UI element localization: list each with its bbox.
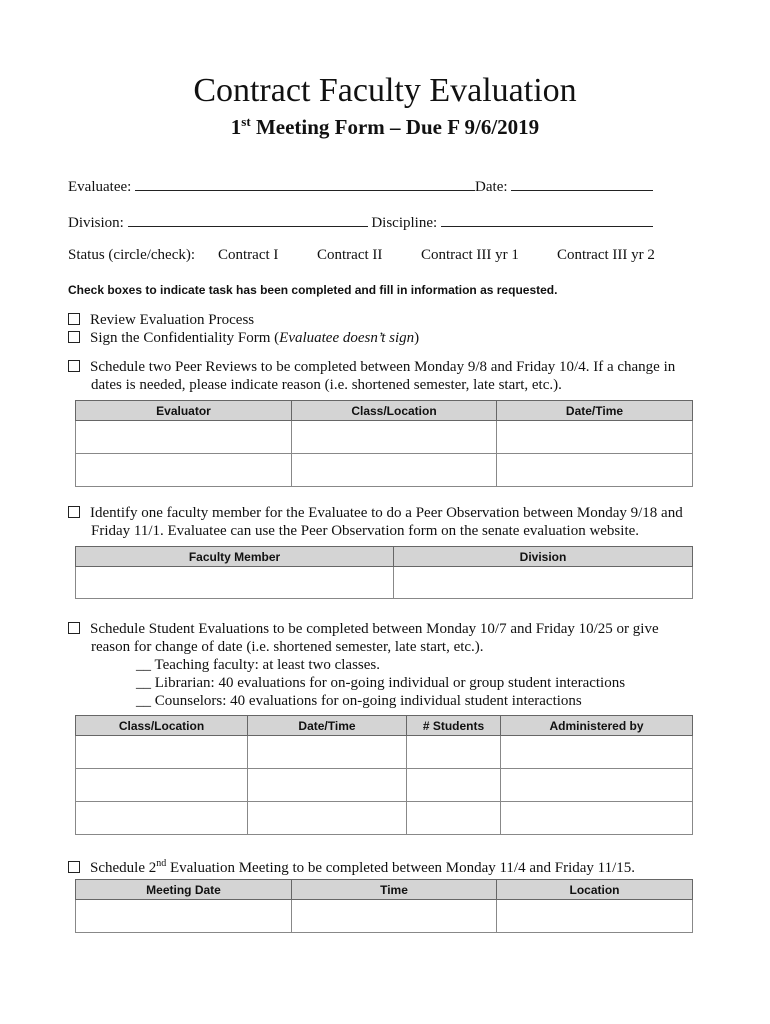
col-evaluator: Evaluator (76, 401, 292, 421)
peer-reviews-table (75, 400, 693, 487)
peer-reviews-line1: Schedule two Peer Reviews to be completed between Monday 9/8 and Friday 10/4. If a change in (90, 359, 676, 375)
table-row (76, 769, 693, 802)
status-option-contract-iii-yr2[interactable]: Contract III yr 2 (557, 247, 655, 263)
table-cell[interactable] (248, 736, 407, 769)
task-peer-reviews (68, 358, 675, 394)
table-row (76, 421, 693, 454)
evaluatee-row (68, 176, 653, 196)
peer-reviews-line2: dates is needed, please indicate reason (i.e. shortened semester, late start, etc.). (91, 377, 562, 393)
status-option-contract-ii[interactable]: Contract II (317, 247, 383, 263)
table-row (76, 567, 693, 599)
table-cell[interactable] (497, 900, 693, 933)
table-cell[interactable] (76, 421, 292, 454)
table-cell[interactable] (76, 736, 248, 769)
col-meeting-date: Meeting Date (76, 880, 292, 900)
table-cell[interactable] (501, 802, 693, 835)
table-row (76, 900, 693, 933)
task-peer-observation (68, 504, 683, 540)
col-division: Division (394, 547, 693, 567)
status-option-contract-iii-yr1[interactable]: Contract III yr 1 (421, 247, 519, 263)
status-label: Status (circle/check): (68, 247, 196, 263)
division-field[interactable] (128, 212, 368, 227)
second-meeting-table (75, 879, 693, 933)
second-meeting-prefix: Schedule 2 (90, 860, 157, 876)
status-option-contract-i[interactable]: Contract I (218, 247, 279, 263)
confidentiality-suffix: ) (414, 330, 420, 346)
col-class-location: Class/Location (76, 716, 248, 736)
checkbox-confidentiality[interactable] (68, 331, 80, 343)
instructions-text: Check boxes to indicate task has been completed and fill in information as requested. (68, 283, 558, 297)
student-evals-librarian: __ Librarian: 40 evaluations for on-going individual or group student interactions (136, 675, 626, 691)
date-field[interactable] (511, 176, 653, 191)
table-cell[interactable] (497, 421, 693, 454)
table-row (76, 736, 693, 769)
confidentiality-prefix: Sign the Confidentiality Form ( (90, 330, 280, 346)
table-cell[interactable] (248, 769, 407, 802)
table-cell[interactable] (501, 769, 693, 802)
table-cell[interactable] (501, 736, 693, 769)
table-cell[interactable] (76, 567, 394, 599)
peer-observation-line1: Identify one faculty member for the Evaluatee to do a Peer Observation between Monday 9/18 and (90, 505, 683, 521)
col-location: Location (497, 880, 693, 900)
student-evals-line2: reason for change of date (i.e. shortened semester, late start, etc.). (91, 639, 484, 655)
checkbox-student-evaluations[interactable] (68, 622, 80, 634)
subtitle-prefix: 1 (230, 115, 242, 139)
second-meeting-rest: Evaluation Meeting to be completed between Monday 11/4 and Friday 11/15. (166, 860, 636, 876)
subtitle-rest: Meeting Form – Due F 9/6/2019 (250, 115, 540, 139)
table-cell[interactable] (248, 802, 407, 835)
table-cell[interactable] (394, 567, 693, 599)
table-cell[interactable] (292, 421, 497, 454)
subtitle-sup: st (241, 114, 251, 129)
table-cell[interactable] (76, 454, 292, 487)
peer-observation-line2: Friday 11/1. Evaluatee can use the Peer Observation form on the senate evaluation website. (91, 523, 640, 539)
checkbox-peer-reviews[interactable] (68, 360, 80, 372)
date-label: Date: (475, 179, 508, 195)
evaluatee-field[interactable] (135, 176, 475, 191)
division-row (68, 212, 653, 232)
second-meeting-sup: nd (156, 858, 167, 869)
col-class-location: Class/Location (292, 401, 497, 421)
student-evals-teaching: __ Teaching faculty: at least two classes. (136, 657, 381, 673)
table-cell[interactable] (76, 802, 248, 835)
task-confidentiality (68, 329, 419, 347)
student-evaluations-table (75, 715, 693, 835)
table-cell[interactable] (407, 769, 501, 802)
discipline-label: Discipline: (371, 215, 438, 231)
confidentiality-italic: Evaluatee doesn’t sign (279, 330, 415, 346)
task-review-process (68, 311, 254, 329)
task-student-evaluations (68, 620, 659, 710)
table-cell[interactable] (407, 802, 501, 835)
table-cell[interactable] (292, 900, 497, 933)
col-num-students: # Students (407, 716, 501, 736)
col-date-time: Date/Time (497, 401, 693, 421)
checkbox-review-process[interactable] (68, 313, 80, 325)
checkbox-second-meeting[interactable] (68, 861, 80, 873)
student-evals-line1: Schedule Student Evaluations to be completed between Monday 10/7 and Friday 10/25 or give (90, 621, 659, 637)
division-label: Division: (68, 215, 124, 231)
table-cell[interactable] (497, 454, 693, 487)
page-title: Contract Faculty Evaluation (193, 72, 577, 109)
peer-observation-table (75, 546, 693, 599)
col-faculty-member: Faculty Member (76, 547, 394, 567)
table-cell[interactable] (407, 736, 501, 769)
student-evals-counselors: __ Counselors: 40 evaluations for on-going individual student interactions (136, 693, 582, 709)
task-review-label: Review Evaluation Process (90, 312, 255, 328)
table-row (76, 454, 693, 487)
col-administered-by: Administered by (501, 716, 693, 736)
task-second-meeting (68, 855, 635, 877)
table-cell[interactable] (76, 900, 292, 933)
col-time: Time (292, 880, 497, 900)
checkbox-peer-observation[interactable] (68, 506, 80, 518)
evaluatee-label: Evaluatee: (68, 179, 132, 195)
table-cell[interactable] (292, 454, 497, 487)
discipline-field[interactable] (441, 212, 653, 227)
table-row (76, 802, 693, 835)
page-subtitle (0, 114, 770, 140)
table-cell[interactable] (76, 769, 248, 802)
col-date-time: Date/Time (248, 716, 407, 736)
